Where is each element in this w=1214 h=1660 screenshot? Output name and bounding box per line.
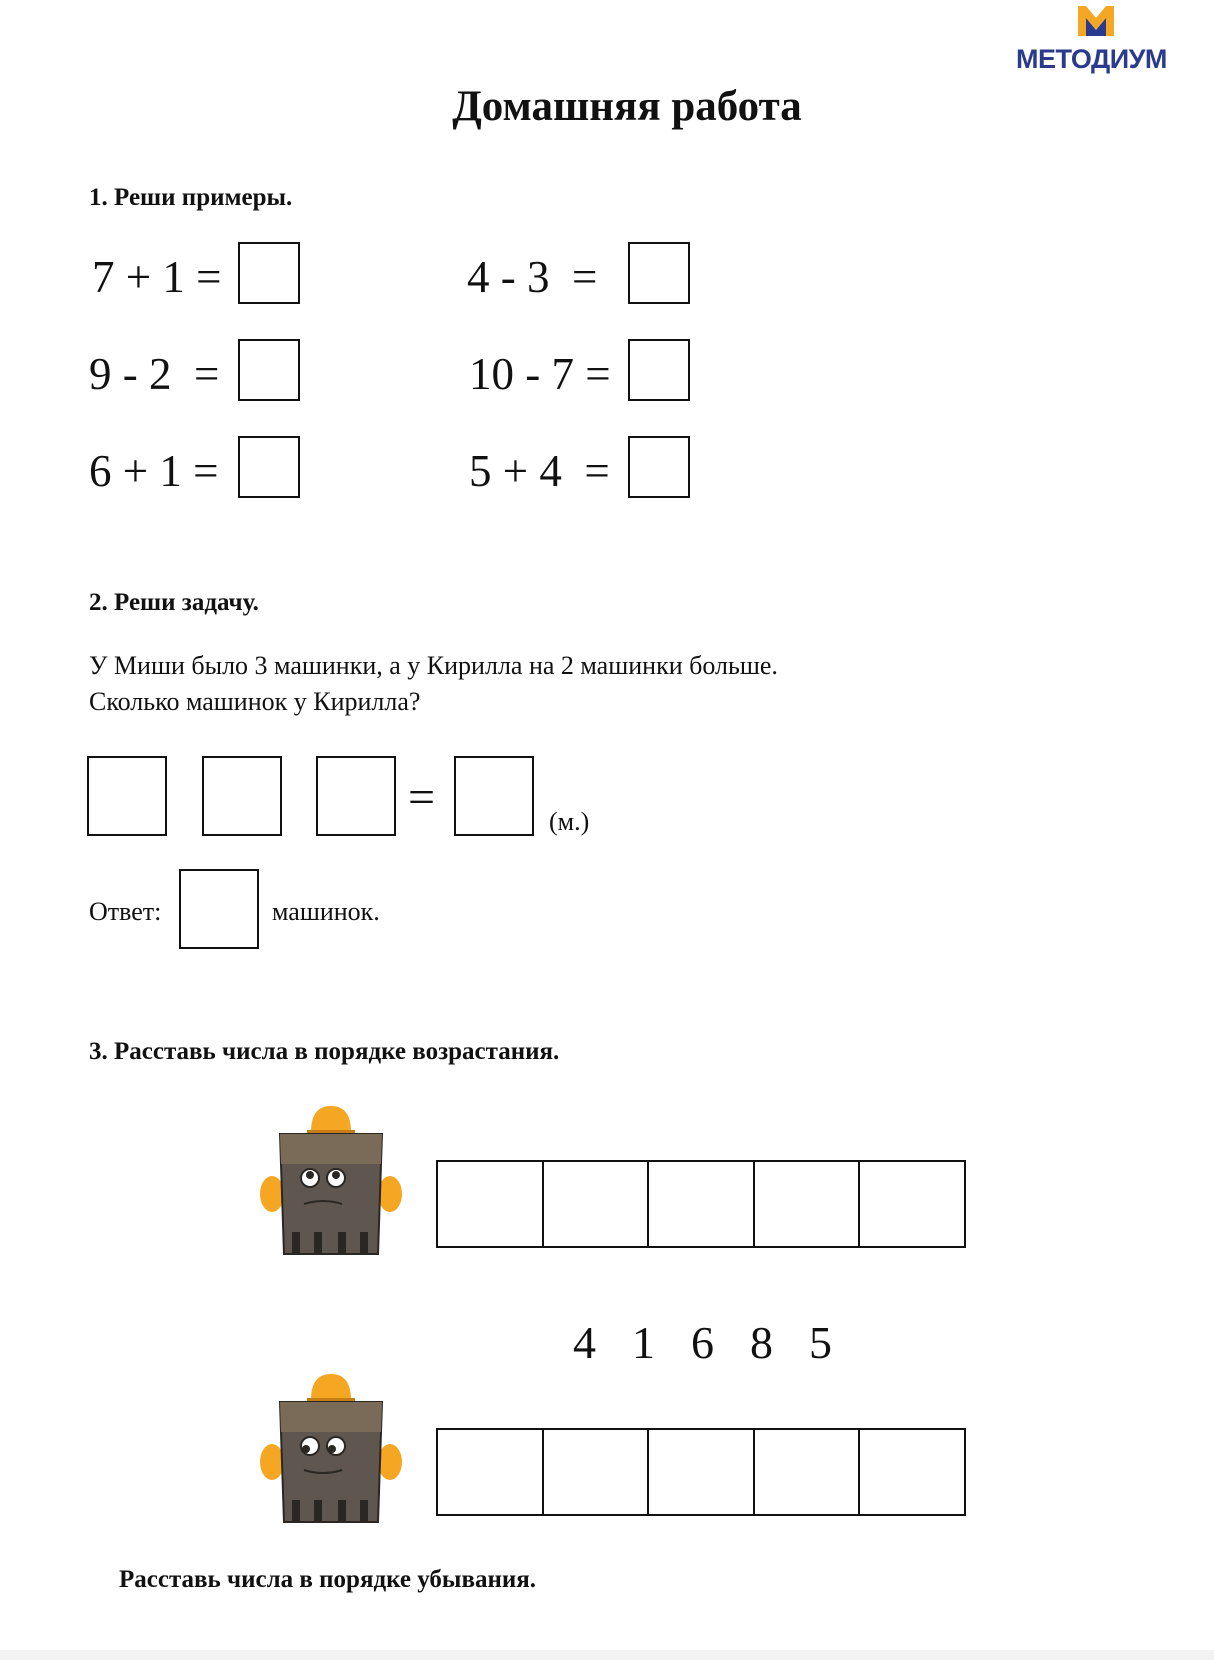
logo-m-icon [1078, 6, 1114, 36]
answer-cell[interactable] [753, 1160, 861, 1248]
answer-cell[interactable] [436, 1160, 544, 1248]
answer-cell[interactable] [858, 1428, 966, 1516]
answer-box[interactable] [238, 436, 300, 498]
unit-label: (м.) [549, 807, 590, 836]
answer-box[interactable] [238, 339, 300, 401]
answer-cell[interactable] [647, 1160, 755, 1248]
answer-cell[interactable] [647, 1428, 755, 1516]
number: 4 [573, 1317, 596, 1368]
page-bottom-edge [0, 1650, 1214, 1660]
solution-box[interactable] [87, 756, 167, 836]
expression: 4 - 3 = [467, 252, 598, 302]
number: 1 [632, 1317, 655, 1368]
number: 5 [809, 1317, 832, 1368]
robot-icon [258, 1104, 404, 1260]
answer-box[interactable] [238, 242, 300, 304]
task2-heading: 2. Реши задачу. [89, 589, 259, 616]
task1-heading: 1. Реши примеры. [89, 184, 293, 211]
descending-strip [436, 1428, 966, 1516]
answer-box[interactable] [628, 242, 690, 304]
expression: 9 - 2 = [89, 349, 220, 399]
number-set [555, 1316, 850, 1369]
task3-heading: 3. Расставь числа в порядке возрастания. [89, 1038, 560, 1065]
ascending-strip [436, 1160, 966, 1248]
solution-box[interactable] [316, 756, 396, 836]
expression: 6 + 1 = [89, 446, 219, 496]
number: 6 [691, 1317, 714, 1368]
task3-descending-heading: Расставь числа в порядке убывания. [119, 1566, 537, 1593]
answer-box[interactable] [179, 869, 259, 949]
problem-text-line2: Сколько машинок у Кирилла? [89, 687, 421, 716]
expression: 10 - 7 = [469, 349, 611, 399]
answer-box[interactable] [628, 436, 690, 498]
expression: 7 + 1 = [92, 252, 222, 302]
problem-text-line1: У Миши было 3 машинки, а у Кирилла на 2 машинки больше. [89, 651, 778, 680]
solution-box[interactable] [454, 756, 534, 836]
page-title: Домашняя работа [452, 83, 802, 130]
equals-sign: = [408, 771, 436, 824]
answer-unit: машинок. [272, 897, 380, 926]
answer-cell[interactable] [542, 1428, 650, 1516]
answer-cell[interactable] [436, 1428, 544, 1516]
logo-text: МЕТОДИУМ [1016, 44, 1167, 74]
answer-cell[interactable] [858, 1160, 966, 1248]
expression: 5 + 4 = [469, 446, 610, 496]
answer-cell[interactable] [542, 1160, 650, 1248]
answer-box[interactable] [628, 339, 690, 401]
answer-label: Ответ: [89, 897, 162, 926]
number: 8 [750, 1317, 773, 1368]
solution-box[interactable] [202, 756, 282, 836]
robot-icon [258, 1372, 404, 1528]
answer-cell[interactable] [753, 1428, 861, 1516]
